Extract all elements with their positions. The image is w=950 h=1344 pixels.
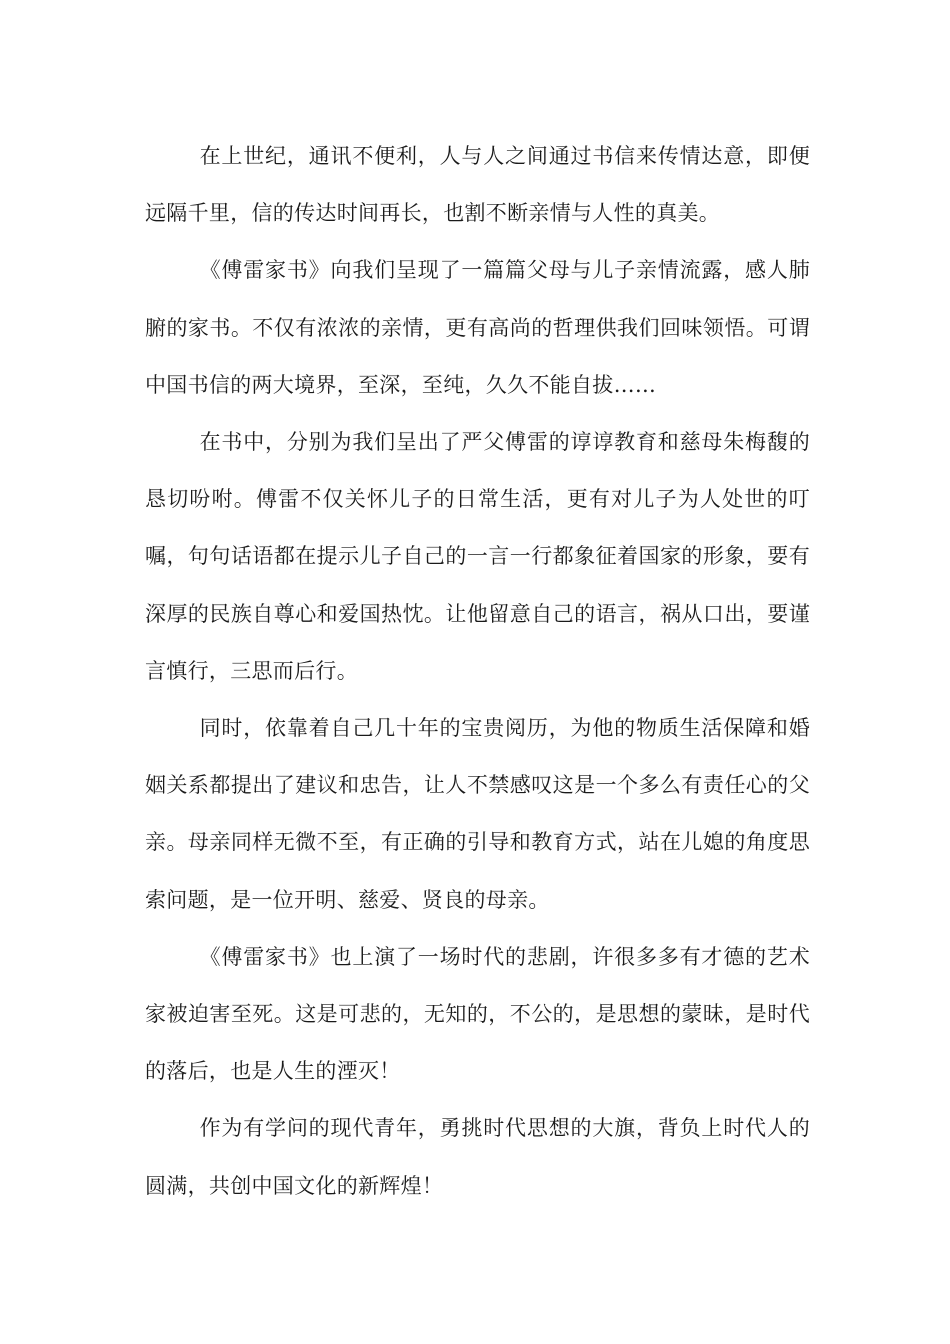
- paragraph-4: 同时，依靠着自己几十年的宝贵阅历，为他的物质生活保障和婚姻关系都提出了建议和忠告，让人不禁感叹这是一个多么有责任心的父亲。母亲同样无微不至，有正确的引导和教育方式，站在儿媳的角度思索问题，是一位开明、慈爱、贤良的母亲。: [145, 716, 810, 912]
- paragraph-3: 在书中，分别为我们呈出了严父傅雷的谆谆教育和慈母朱梅馥的恳切吩咐。傅雷不仅关怀儿子的日常生活，更有对儿子为人处世的叮嘱，句句话语都在提示儿子自己的一言一行都象征着国家的形象，要有深厚的民族自尊心和爱国热忱。让他留意自己的语言，祸从口出，要谨言慎行，三思而后行。: [145, 430, 810, 683]
- paragraph-1: 在上世纪，通讯不便利，人与人之间通过书信来传情达意，即便远隔千里，信的传达时间再长，也割不断亲情与人性的真美。: [145, 144, 810, 226]
- document-body: [145, 128, 810, 1215]
- paragraph-5: 《傅雷家书》也上演了一场时代的悲剧，许很多多有才德的艺术家被迫害至死。这是可悲的，无知的，不公的，是思想的蒙昧，是时代的落后，也是人生的湮灭！: [145, 944, 810, 1084]
- paragraph-6: 作为有学问的现代青年，勇挑时代思想的大旗，背负上时代人的圆满，共创中国文化的新辉煌！: [145, 1116, 810, 1198]
- paragraph-2: 《傅雷家书》向我们呈现了一篇篇父母与儿子亲情流露，感人肺腑的家书。不仅有浓浓的亲情，更有高尚的哲理供我们回味领悟。可谓中国书信的两大境界，至深，至纯，久久不能自拔……: [145, 258, 810, 397]
